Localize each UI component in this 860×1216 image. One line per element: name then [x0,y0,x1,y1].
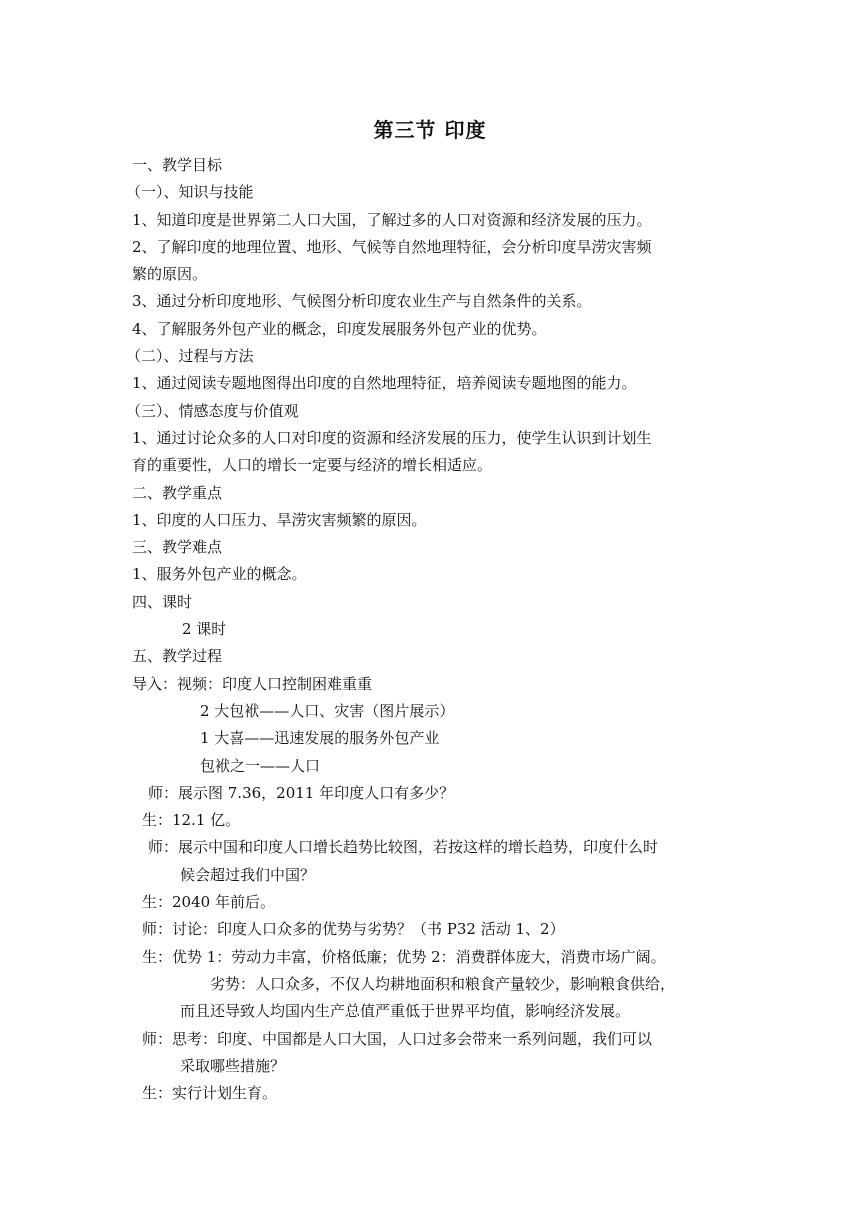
student-line: 生：12.1 亿。 [142,811,241,830]
intro-detail: 1 大喜——迅速发展的服务外包产业 [200,729,440,748]
objective-item: 4、了解服务外包产业的概念，印度发展服务外包产业的优势。 [132,319,547,338]
objective-item: 1、通过讨论众多的人口对印度的资源和经济发展的压力，使学生认识到计划生 [132,428,652,447]
subsection-heading-process: （二）、过程与方法 [126,347,254,366]
key-point-item: 1、印度的人口压力、旱涝灾害频繁的原因。 [132,510,427,529]
student-line-continuation: 而且还导致人均国内生产总值严重低于世界平均值，影响经济发展。 [180,1002,631,1021]
student-line: 生：2040 年前后。 [142,893,275,912]
intro-line: 导入：视频：印度人口控制困难重重 [132,674,373,693]
teacher-line-continuation: 候会超过我们中国？ [180,865,316,884]
intro-detail: 2 大包袱——人口、灾害（图片展示） [200,701,455,720]
section-heading-objectives: 一、教学目标 [132,156,223,174]
subsection-heading-knowledge: （一）、知识与技能 [126,183,254,202]
document-body [126,152,732,1107]
objective-item: 2、了解印度的地理位置、地形、气候等自然地理特征，会分析印度旱涝灾害频 [132,237,652,256]
intro-detail: 包袱之一——人口 [200,756,321,775]
hours-value: 2 课时 [182,620,227,639]
teacher-line: 师：展示中国和印度人口增长趋势比较图，若按这样的增长趋势，印度什么时 [148,838,659,857]
objective-item-continuation: 育的重要性，人口的增长一定要与经济的增长相适应。 [132,456,493,475]
teacher-line: 师：展示图 7.36，2011 年印度人口有多少？ [148,783,455,802]
section-heading-process-teaching: 五、教学过程 [132,647,223,666]
objective-item: 1、知道印度是世界第二人口大国，了解过多的人口对资源和经济发展的压力。 [132,210,652,229]
page-title: 第三节 印度 [373,118,487,142]
teacher-line-continuation: 采取哪些措施？ [180,1056,286,1075]
teacher-line: 师：思考：印度、中国都是人口大国，人口过多会带来一系列问题，我们可以 [142,1029,653,1048]
objective-item: 3、通过分析印度地形、气候图分析印度农业生产与自然条件的关系。 [132,292,592,311]
section-heading-key-points: 二、教学重点 [132,483,223,502]
subsection-heading-attitude: （三）、情感态度与价值观 [126,401,299,420]
student-line: 生：实行计划生育。 [142,1084,278,1103]
difficulty-item: 1、服务外包产业的概念。 [132,565,307,584]
section-heading-hours: 四、课时 [132,592,193,611]
objective-item-continuation: 繁的原因。 [132,265,208,284]
objective-item: 1、通过阅读专题地图得出印度的自然地理特征，培养阅读专题地图的能力。 [132,374,637,393]
student-line: 生：优势 1：劳动力丰富，价格低廉；优势 2：消费群体庞大，消费市场广阔。 [142,947,666,966]
teacher-line: 师：讨论：印度人口众多的优势与劣势？（书 P32 活动 1、2） [142,920,565,939]
section-heading-difficulties: 三、教学难点 [132,538,223,557]
student-line-continuation: 劣势：人口众多，不仅人均耕地面积和粮食产量较少，影响粮食供给， [210,974,676,993]
